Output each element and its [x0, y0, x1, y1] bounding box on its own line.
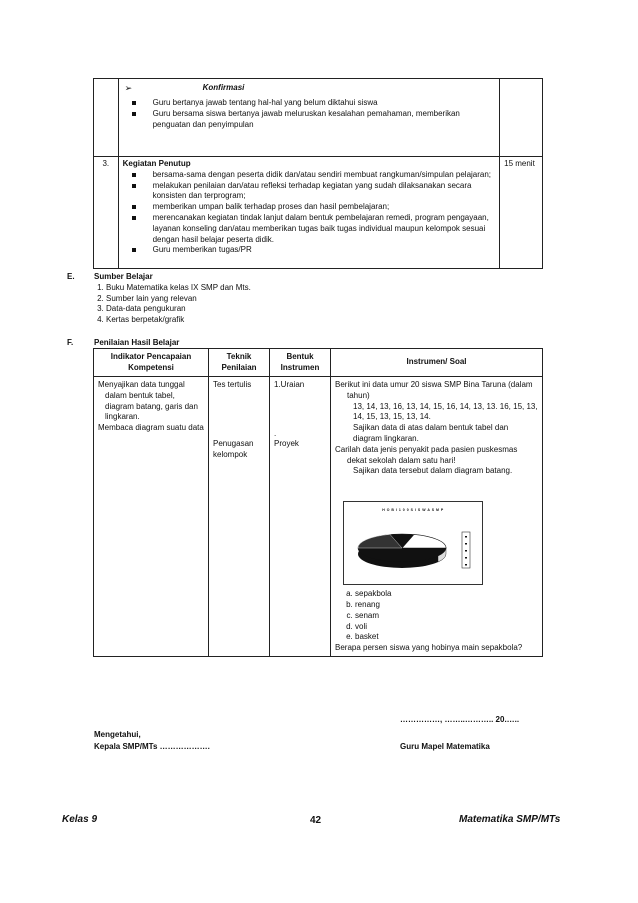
soal-2-task: Sajikan data tersebut dalam diagram batang.: [353, 466, 513, 476]
option-item: d. voli: [355, 622, 538, 633]
header-row: [94, 349, 543, 377]
indikator-1: Menyajikan data tunggal dalam bentuk tabel, diagram batang, garis dan lingkaran.: [98, 380, 198, 422]
konfirmasi-title: Konfirmasi: [202, 83, 245, 92]
konfirmasi-list: [123, 98, 496, 130]
table-row: [94, 79, 543, 157]
guru-mapel: Guru Mapel Matematika: [400, 742, 490, 751]
chart-title: H O B I 1 0 0 S I S W A S M P: [382, 508, 444, 513]
footer-left: Kelas 9: [62, 814, 98, 825]
soal-cell: [331, 377, 543, 657]
penutup-list: [123, 170, 496, 256]
bentuk-1: 1.Uraian: [274, 380, 305, 389]
indikator-2: Membaca diagram suatu data: [98, 423, 204, 433]
activity-table: [93, 78, 543, 269]
soal-1-data: 13, 14, 13, 16, 13, 14, 15, 16, 14, 13, 13. 16, 15, 13, 14, 15, 13, 15, 13, 14.: [353, 401, 538, 422]
table-row: [94, 377, 543, 657]
sumber-list: [94, 283, 394, 326]
header-instrumen: Instrumen/ Soal: [331, 349, 543, 377]
option-item: c. senam: [355, 611, 538, 622]
activity-cell: [118, 157, 500, 269]
question: Berapa persen siswa yang hobinya main sepakbola?: [335, 643, 523, 653]
mengetahui: Mengetahui,: [94, 730, 141, 739]
footer-right: Matematika SMP/MTs: [459, 814, 561, 825]
kepala-sekolah: Kepala SMP/MTs ……………….: [94, 742, 210, 751]
teknik-cell: [209, 377, 270, 657]
arrow-bullet-icon: ➢: [124, 83, 133, 93]
teknik-2: Penugasan kelompok: [213, 439, 254, 459]
pie-chart: [344, 502, 482, 584]
table-row: [94, 157, 543, 269]
penutup-title: Kegiatan Penutup: [122, 159, 191, 168]
option-item: a. sepakbola: [355, 589, 538, 600]
number-cell: [94, 79, 119, 157]
list-item: merencanakan kegiatan tindak lanjut dalam bentuk pembelajaran remedi, program pengayaan, layanan konseling dan/atau memberikan tugas baik tugas individual maupun kelompok sesuai dengan hasil belajar peserta didik.: [123, 213, 496, 245]
list-item: 2. Sumber lain yang relevan: [106, 294, 394, 305]
option-item: e. basket: [355, 632, 538, 643]
page-number: 42: [310, 815, 322, 826]
list-item: melakukan penilaian dan/atau refleksi terhadap kegiatan yang sudah dilaksanakan secara konsisten dan terprogram;: [123, 181, 496, 203]
options-list: [335, 589, 538, 643]
section-f-letter: F.: [67, 338, 74, 347]
time-cell: 15 menit: [500, 157, 543, 269]
list-item: memberikan umpan balik terhadap proses dan hasil pembelajaran;: [123, 202, 496, 213]
hobby-chart: [343, 501, 483, 585]
bentuk-2: Proyek: [274, 439, 299, 448]
list-item: Guru bersama siswa bertanya jawab meluruskan kesalahan pemahaman, memberikan penguatan dan penyimpulan: [123, 109, 496, 131]
header-teknik: Teknik Penilaian: [209, 349, 270, 377]
section-e: [94, 272, 394, 326]
section-e-letter: E.: [67, 272, 75, 281]
header-indikator: Indikator Pencapaian Kompetensi: [94, 349, 209, 377]
soal-1-task: Sajikan data di atas dalam bentuk tabel dan diagram lingkaran.: [353, 423, 509, 443]
activity-cell: [118, 79, 500, 157]
indikator-cell: [94, 377, 209, 657]
header-bentuk: Bentuk Instrumen: [270, 349, 331, 377]
section-e-title: Sumber Belajar: [94, 272, 153, 281]
list-item: 1. Buku Matematika kelas IX SMP dan Mts.: [106, 283, 394, 294]
option-item: b. renang: [355, 600, 538, 611]
section-f-title: Penilaian Hasil Belajar: [94, 338, 180, 347]
teknik-1: Tes tertulis: [213, 380, 252, 389]
bentuk-dot: .: [274, 429, 277, 438]
soal-1-intro: Berikut ini data umur 20 siswa SMP Bina Taruna (dalam tahun): [335, 380, 533, 400]
list-item: bersama-sama dengan peserta didik dan/atau sendiri membuat rangkuman/simpulan pelajaran;: [123, 170, 496, 181]
bentuk-cell: [270, 377, 331, 657]
list-item: 4. Kertas berpetak/grafik: [106, 315, 394, 326]
list-item: Guru memberikan tugas/PR: [123, 245, 496, 256]
assessment-table: [93, 348, 543, 657]
number-cell: 3.: [94, 157, 119, 269]
list-item: Guru bertanya jawab tentang hal-hal yang belum diktahui siswa: [123, 98, 496, 109]
soal-2-intro: Carilah data jenis penyakit pada pasien puskesmas dekat sekolah dalam satu hari!: [335, 444, 518, 465]
konfirmasi-heading: [123, 83, 496, 95]
place-date: ……………, ……..……….. 20.…..: [400, 715, 520, 724]
time-cell: [500, 79, 543, 157]
list-item: 3. Data-data pengukuran: [106, 304, 394, 315]
